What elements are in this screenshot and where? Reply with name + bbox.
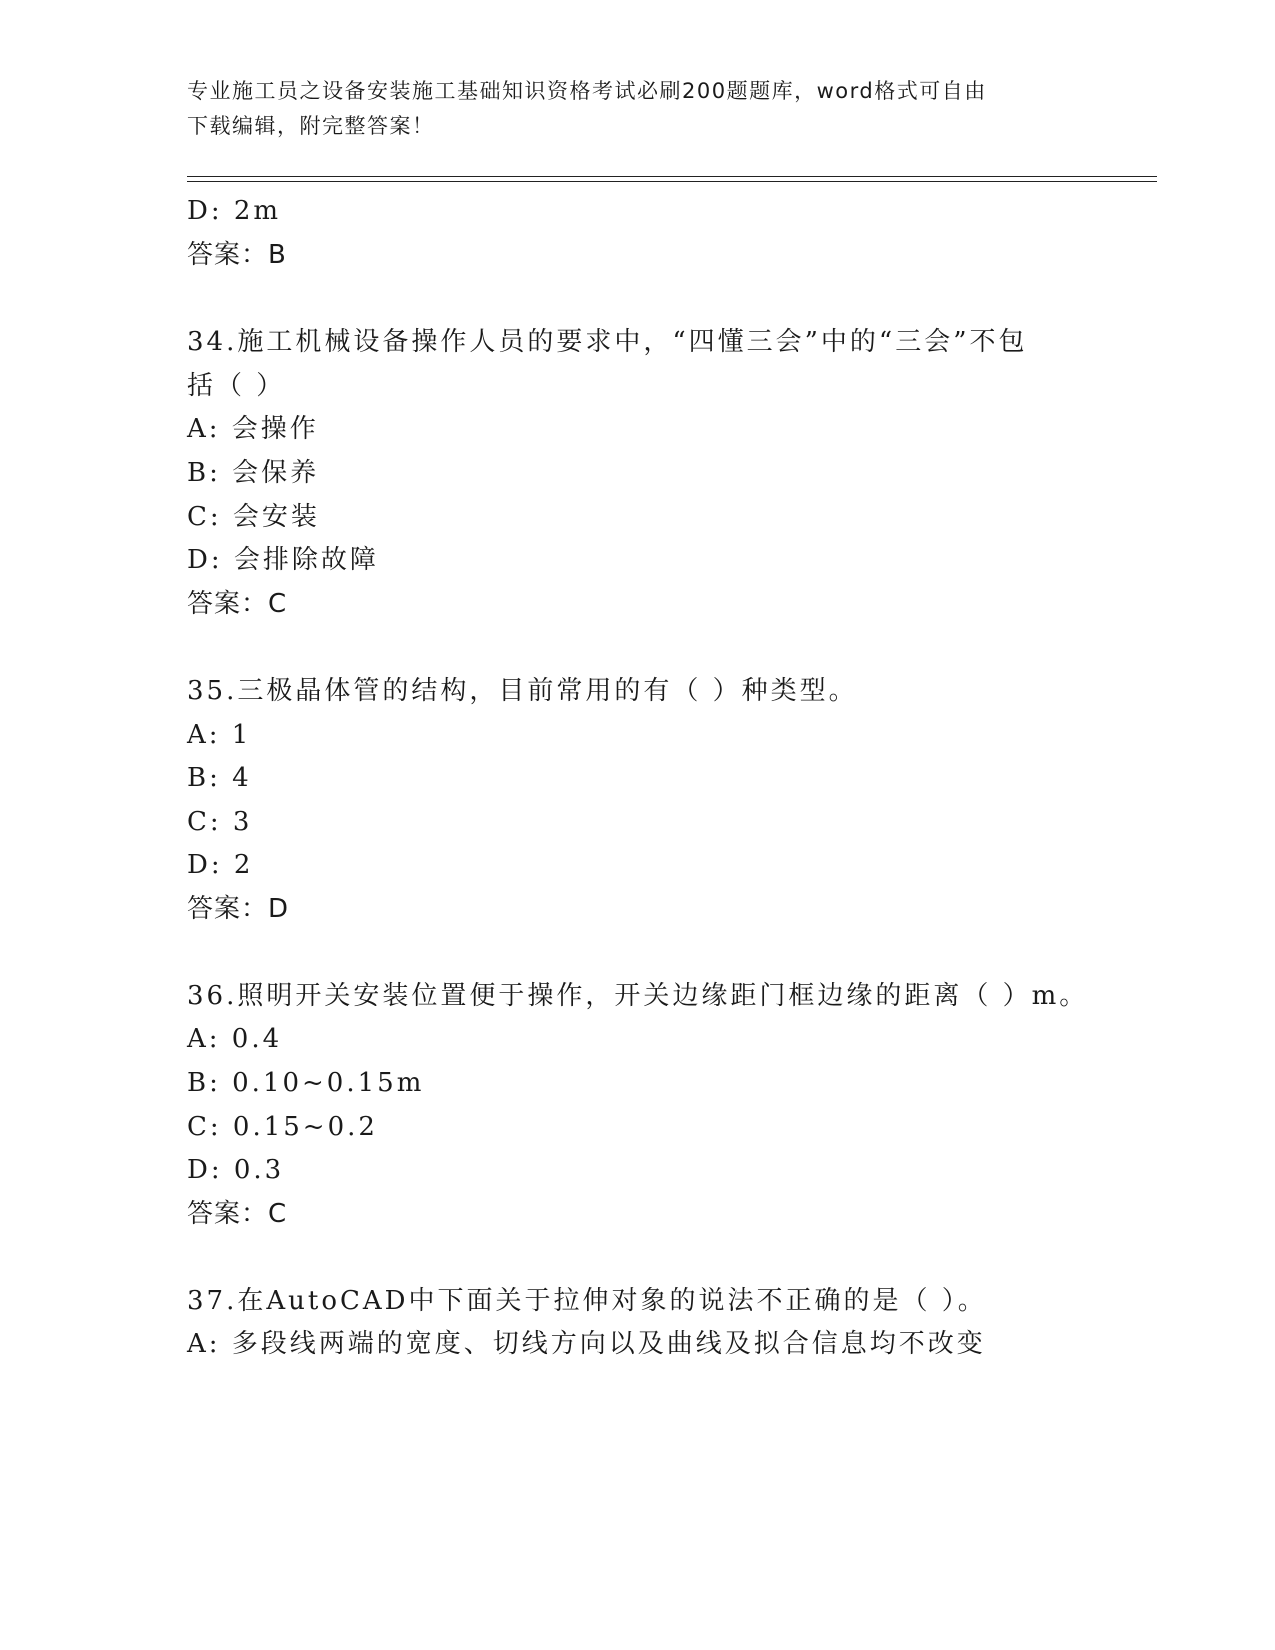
q34-answer: 答案：C [187, 589, 288, 619]
q34-option-a: A: 会操作 [187, 414, 319, 444]
q34-option-b: B: 会保养 [187, 458, 320, 488]
header-divider-top [187, 176, 1157, 177]
q36-answer: 答案：C [187, 1199, 288, 1229]
q37-option-a: A: 多段线两端的宽度、切线方向以及曲线及拟合信息均不改变 [187, 1329, 986, 1359]
q34-option-c: C: 会安装 [187, 502, 320, 532]
q35-answer: 答案：D [187, 894, 290, 924]
q36-option-c: C: 0.15~0.2 [187, 1112, 378, 1142]
q37-stem: 37.在AutoCAD中下面关于拉伸对象的说法不正确的是（ ）。 [187, 1286, 987, 1316]
q34-option-d: D: 会排除故障 [187, 545, 379, 575]
q35-option-b: B: 4 [187, 763, 252, 793]
q35-option-d: D: 2 [187, 850, 254, 880]
q34-stem-line-2: 括（ ） [187, 371, 286, 401]
prev-option-d: D: 2m [187, 196, 282, 226]
header-divider-bottom [187, 181, 1157, 182]
q36-stem: 36.照明开关安装位置便于操作，开关边缘距门框边缘的距离（ ）m。 [187, 981, 1089, 1011]
q35-stem: 35.三极晶体管的结构，目前常用的有（ ）种类型。 [187, 676, 858, 706]
header-line-1: 专业施工员之设备安装施工基础知识资格考试必刷200题题库，word格式可自由 [187, 79, 987, 103]
header-line-2: 下载编辑，附完整答案！ [187, 114, 435, 138]
q36-option-b: B: 0.10~0.15m [187, 1068, 425, 1098]
q35-option-a: A: 1 [187, 720, 252, 750]
q36-option-a: A: 0.4 [187, 1024, 283, 1054]
q36-option-d: D: 0.3 [187, 1155, 285, 1185]
q34-stem-line-1: 34.施工机械设备操作人员的要求中，“四懂三会”中的“三会”不包 [187, 327, 1028, 357]
prev-answer: 答案：B [187, 240, 287, 270]
document-header [187, 74, 1087, 144]
q35-option-c: C: 3 [187, 807, 253, 837]
